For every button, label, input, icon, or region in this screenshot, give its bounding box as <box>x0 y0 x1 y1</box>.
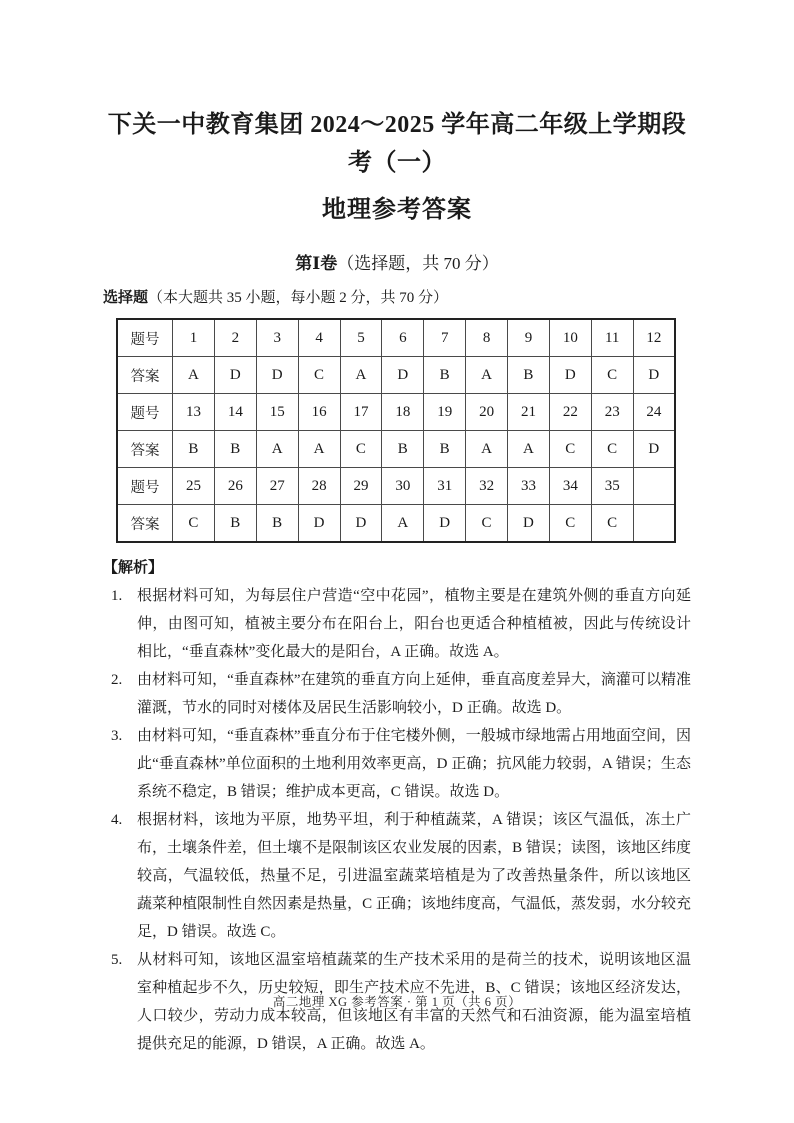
answer-cell: 17 <box>340 394 382 431</box>
table-row <box>117 431 675 468</box>
answer-cell: B <box>382 431 424 468</box>
row-header-cell: 答案 <box>117 357 173 394</box>
answer-cell: 23 <box>591 394 633 431</box>
section-heading-label: 第Ⅰ卷 <box>295 254 338 273</box>
answer-cell: 26 <box>214 468 256 505</box>
answer-table <box>116 318 676 543</box>
answer-cell: D <box>549 357 591 394</box>
explanation-text: 从材料可知，该地区温室培植蔬菜的生产技术采用的是荷兰的技术，说明该地区温室种植起步不久，历史较短，即生产技术应不先进，B、C 错误；该地区经济发达，人口较少，劳动力成本较高，但该地区有丰富的天然气和石油资源，能为温室培植提供充足的能源，D 错误，A 正确。故选 A。 <box>137 952 691 1052</box>
page-footer: 高二地理 XG 参考答案 · 第 1 页（共 6 页） <box>272 995 522 1009</box>
answer-cell: D <box>340 505 382 543</box>
instruction-label: 选择题 <box>103 290 149 306</box>
answer-cell: 33 <box>508 468 550 505</box>
answer-cell: 10 <box>549 319 591 357</box>
answer-cell: 27 <box>256 468 298 505</box>
answer-cell: A <box>466 357 508 394</box>
answer-cell: B <box>256 505 298 543</box>
explanation-number: 4. <box>111 812 123 828</box>
answer-cell: D <box>298 505 340 543</box>
table-row <box>117 357 675 394</box>
answer-cell: D <box>633 431 675 468</box>
answer-cell: 22 <box>549 394 591 431</box>
explanation-number: 1. <box>111 588 123 604</box>
answer-cell: 3 <box>256 319 298 357</box>
row-header-cell: 答案 <box>117 431 173 468</box>
answer-cell: A <box>508 431 550 468</box>
answer-cell: A <box>466 431 508 468</box>
instruction-detail: （本大题共 35 小题，每小题 2 分，共 70 分） <box>148 290 449 306</box>
answer-cell: 20 <box>466 394 508 431</box>
row-header-cell: 题号 <box>117 468 173 505</box>
answer-cell: B <box>214 505 256 543</box>
answer-cell: A <box>382 505 424 543</box>
answer-cell: D <box>382 357 424 394</box>
answer-cell: D <box>508 505 550 543</box>
answer-cell: 4 <box>298 319 340 357</box>
answer-cell <box>633 468 675 505</box>
answer-cell: A <box>340 357 382 394</box>
answer-cell: 19 <box>424 394 466 431</box>
section-heading <box>103 252 691 276</box>
explanation-number: 2. <box>111 672 123 688</box>
answer-cell: 14 <box>214 394 256 431</box>
table-row <box>117 319 675 357</box>
explanation-text: 根据材料，该地为平原，地势平坦，利于种植蔬菜，A 错误；该区气温低，冻土广布，土壤条件差，但土壤不是限制该区农业发展的因素，B 错误；读图，该地区纬度较高，气温较低，热量不足，引进温室蔬菜培植是为了改善热量条件，所以该地区蔬菜种植限制性自然因素是热量，C 正确；该地纬度高，气温低，蒸发弱，水分较充足，D 错误。故选 C。 <box>137 812 691 940</box>
answer-cell: C <box>298 357 340 394</box>
explanation-item <box>103 806 691 946</box>
answer-cell: 35 <box>591 468 633 505</box>
answer-cell: A <box>298 431 340 468</box>
answer-cell: D <box>633 357 675 394</box>
answer-cell: C <box>173 505 215 543</box>
table-row <box>117 394 675 431</box>
section-heading-detail: （选择题，共 70 分） <box>337 254 499 273</box>
answer-cell: 34 <box>549 468 591 505</box>
answer-cell: 32 <box>466 468 508 505</box>
explanation-text: 由材料可知，“垂直森林”垂直分布于住宅楼外侧，一般城市绿地需占用地面空间，因此“垂直森林”单位面积的土地利用效率更高，D 正确；抗风能力较弱，A 错误；生态系统不稳定，B 错误；维护成本更高，C 错误。故选 D。 <box>137 728 691 800</box>
answer-cell: 16 <box>298 394 340 431</box>
answer-cell: B <box>214 431 256 468</box>
explanation-number: 5. <box>111 952 123 968</box>
table-row <box>117 505 675 543</box>
answer-cell: 6 <box>382 319 424 357</box>
page-title: 下关一中教育集团 2024～2025 学年高二年级上学期段考（一） <box>107 112 687 176</box>
answer-cell: C <box>591 431 633 468</box>
answer-cell: A <box>173 357 215 394</box>
answer-cell: 24 <box>633 394 675 431</box>
answer-cell <box>633 505 675 543</box>
answer-cell: 9 <box>508 319 550 357</box>
explanation-list <box>103 582 691 1058</box>
answer-cell: A <box>256 431 298 468</box>
table-row <box>117 468 675 505</box>
explanation-text: 根据材料可知，为每层住户营造“空中花园”，植物主要是在建筑外侧的垂直方向延伸，由图可知，植被主要分布在阳台上，阳台也更适合种植植被，因此与传统设计相比，“垂直森林”变化最大的是阳台，A 正确。故选 A。 <box>137 588 691 660</box>
row-header-cell: 题号 <box>117 394 173 431</box>
answer-cell: C <box>591 357 633 394</box>
analysis-heading: 【解析】 <box>103 560 164 576</box>
answer-cell: 13 <box>173 394 215 431</box>
answer-cell: 1 <box>173 319 215 357</box>
answer-cell: C <box>466 505 508 543</box>
instruction-line <box>103 287 691 309</box>
page-subtitle: 地理参考答案 <box>322 197 472 223</box>
explanation-text: 由材料可知，“垂直森林”在建筑的垂直方向上延伸，垂直高度差异大，滴灌可以精准灌溉，节水的同时对楼体及居民生活影响较小，D 正确。故选 D。 <box>137 672 691 716</box>
answer-table-body <box>117 319 675 542</box>
explanation-item <box>103 666 691 722</box>
answer-cell: 2 <box>214 319 256 357</box>
explanation-item <box>103 722 691 806</box>
explanation-number: 3. <box>111 728 123 744</box>
answer-cell: C <box>549 431 591 468</box>
answer-cell: 12 <box>633 319 675 357</box>
answer-cell: B <box>424 357 466 394</box>
row-header-cell: 题号 <box>117 319 173 357</box>
answer-cell: D <box>256 357 298 394</box>
answer-cell: B <box>508 357 550 394</box>
answer-cell: 5 <box>340 319 382 357</box>
answer-cell: 21 <box>508 394 550 431</box>
answer-cell: B <box>424 431 466 468</box>
answer-cell: B <box>173 431 215 468</box>
answer-cell: 8 <box>466 319 508 357</box>
answer-cell: D <box>214 357 256 394</box>
answer-cell: C <box>549 505 591 543</box>
answer-cell: 15 <box>256 394 298 431</box>
answer-cell: 25 <box>173 468 215 505</box>
answer-cell: 29 <box>340 468 382 505</box>
answer-cell: 18 <box>382 394 424 431</box>
answer-cell: 30 <box>382 468 424 505</box>
answer-cell: 28 <box>298 468 340 505</box>
explanation-item <box>103 582 691 666</box>
answer-cell: C <box>340 431 382 468</box>
answer-cell: C <box>591 505 633 543</box>
row-header-cell: 答案 <box>117 505 173 543</box>
answer-cell: 31 <box>424 468 466 505</box>
answer-cell: 11 <box>591 319 633 357</box>
answer-cell: 7 <box>424 319 466 357</box>
answer-cell: D <box>424 505 466 543</box>
